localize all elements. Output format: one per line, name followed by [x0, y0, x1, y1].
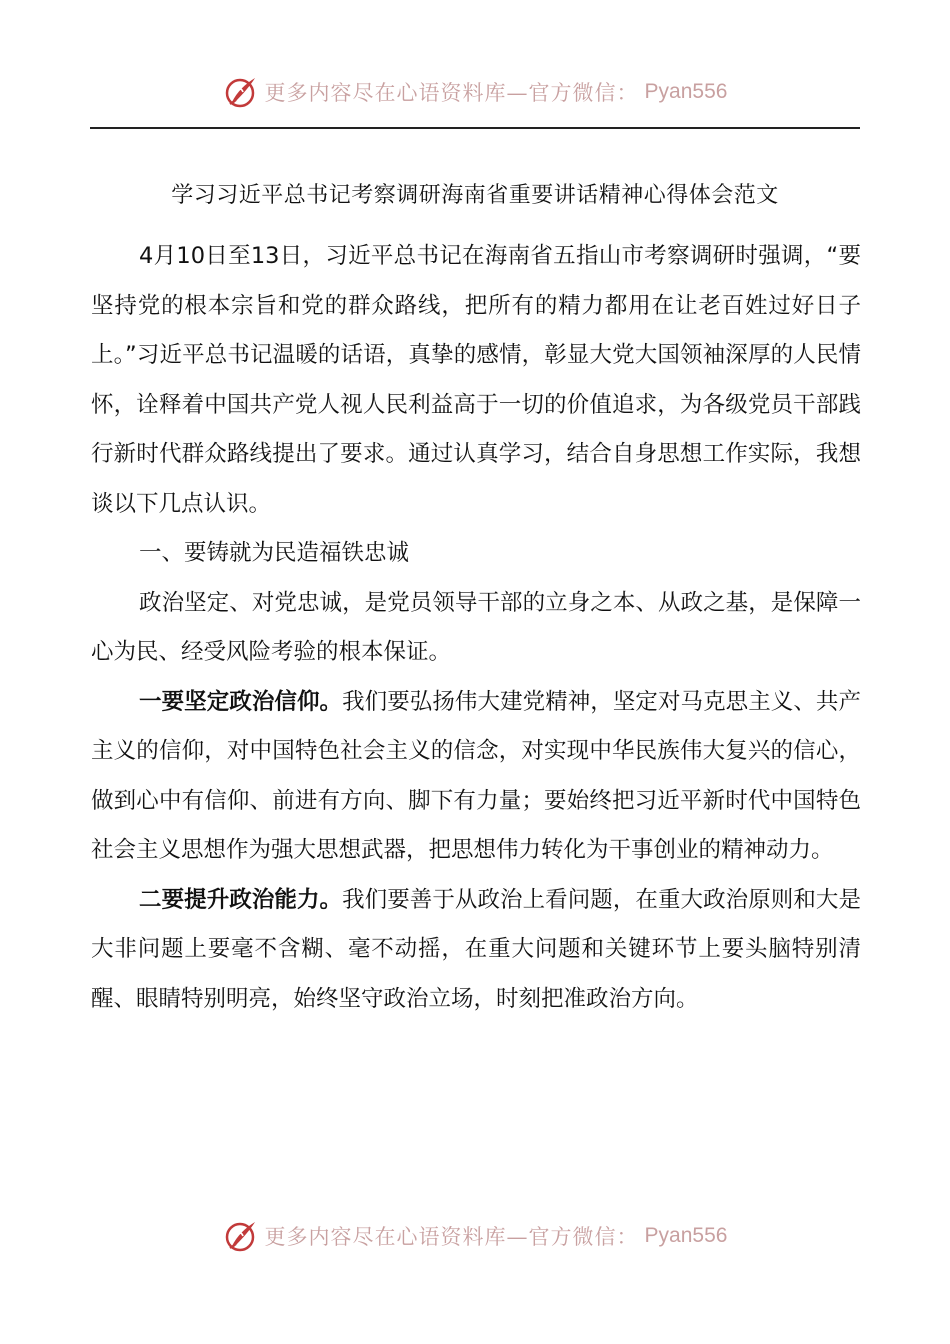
pen-leaf-logo-icon: [223, 1218, 259, 1254]
document-title: 学习习近平总书记考察调研海南省重要讲话精神心得体会范文: [171, 183, 779, 208]
header-watermark: [0, 72, 950, 112]
paragraph-ability-lead: 二要提升政治能力。: [139, 886, 343, 913]
paragraph-belief-text: 我们要弘扬伟大建党精神，坚定对马克思主义、共产主义的信仰，对中国特色社会主义的信念，对实现中华民族伟大复兴的信心，做到心中有信仰、前进有方向、脚下有力量；要始终把习近平新时代中国特色社会主义思想作为强大思想武器，把思想伟力转化为干事创业的精神动力。: [91, 688, 861, 863]
paragraph-loyalty: [91, 579, 861, 678]
paragraph-intro: [91, 232, 861, 529]
section-heading-1-text: 一、要铸就为民造福铁忠诚: [139, 540, 410, 566]
paragraph-loyalty-text: 政治坚定、对党忠诚，是党员领导干部的立身之本、从政之基，是保障一心为民、经受风险考验的根本保证。: [91, 589, 861, 665]
paragraph-ability-text: 我们要善于从政治上看问题，在重大政治原则和大是大非问题上要毫不含糊、毫不动摇，在重大问题和关键环节上要头脑特别清醒、眼睛特别明亮，始终坚守政治立场，时刻把准政治方向。: [91, 886, 861, 1012]
footer-watermark: [0, 1216, 950, 1256]
section-heading-1: [91, 529, 861, 579]
document-body: [91, 232, 861, 1024]
footer-watermark-text: 更多内容尽在心语资料库—官方微信：: [264, 1225, 639, 1249]
header-watermark-text: 更多内容尽在心语资料库—官方微信：: [264, 81, 639, 105]
paragraph-ability: [91, 876, 861, 1025]
pen-leaf-logo-icon: [223, 74, 259, 110]
footer-wechat-id: Pyan556: [644, 1224, 728, 1247]
paragraph-intro-text: 4月10日至13日，习近平总书记在海南省五指山市考察调研时强调，“要坚持党的根本宗旨和党的群众路线，把所有的精力都用在让老百姓过好日子上。”习近平总书记温暖的话语，真挚的感情，彰显大党大国领袖深厚的人民情怀，诠释着中国共产党人视人民利益高于一切的价值追求，为各级党员干部践行新时代群众路线提出了要求。通过认真学习，结合自身思想工作实际，我想谈以下几点认识。: [91, 243, 861, 517]
paragraph-belief-lead: 一要坚定政治信仰。: [139, 688, 343, 715]
header-wechat-id: Pyan556: [644, 80, 728, 103]
paragraph-belief: [91, 678, 861, 876]
header-divider: [90, 127, 860, 129]
